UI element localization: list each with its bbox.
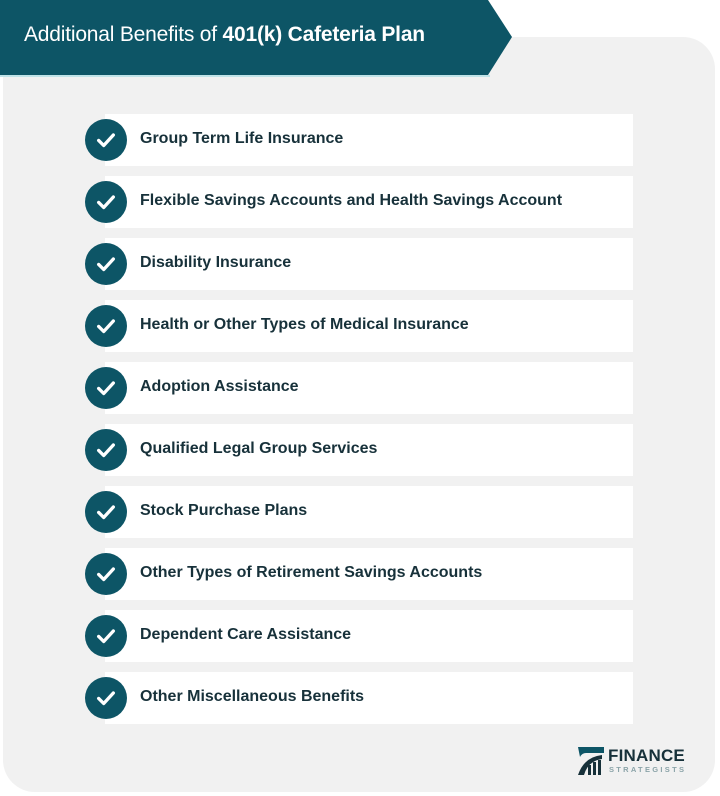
list-item-label: Stock Purchase Plans [140, 502, 308, 519]
check-circle-icon [85, 119, 127, 161]
list-item-label: Disability Insurance [140, 254, 292, 271]
check-circle-icon [85, 677, 127, 719]
list-item-label: Other Types of Retirement Savings Accounts [140, 564, 483, 581]
check-circle-icon [85, 491, 127, 533]
list-item-label: Group Term Life Insurance [140, 130, 344, 147]
list-item-label: Other Miscellaneous Benefits [140, 688, 365, 705]
logo-text-strategists: STRATEGISTS [609, 765, 687, 774]
list-item-label: Dependent Care Assistance [140, 626, 352, 643]
check-circle-icon [85, 429, 127, 471]
logo-text-finance: FINANCE [608, 746, 685, 765]
check-circle-icon [85, 367, 127, 409]
list-item-label: Adoption Assistance [140, 378, 299, 395]
list-item-label: Qualified Legal Group Services [140, 440, 378, 457]
list-item-label: Health or Other Types of Medical Insurance [140, 316, 469, 333]
header-underline [0, 75, 490, 77]
title-prefix: Additional Benefits of [24, 23, 223, 46]
title-bold: 401(k) Cafeteria Plan [222, 23, 425, 46]
check-circle-icon [85, 615, 127, 657]
check-circle-icon [85, 305, 127, 347]
check-circle-icon [85, 243, 127, 285]
check-circle-icon [85, 181, 127, 223]
page-title [24, 23, 425, 47]
list-item-label: Flexible Savings Accounts and Health Savings Account [140, 192, 563, 209]
check-circle-icon [85, 553, 127, 595]
